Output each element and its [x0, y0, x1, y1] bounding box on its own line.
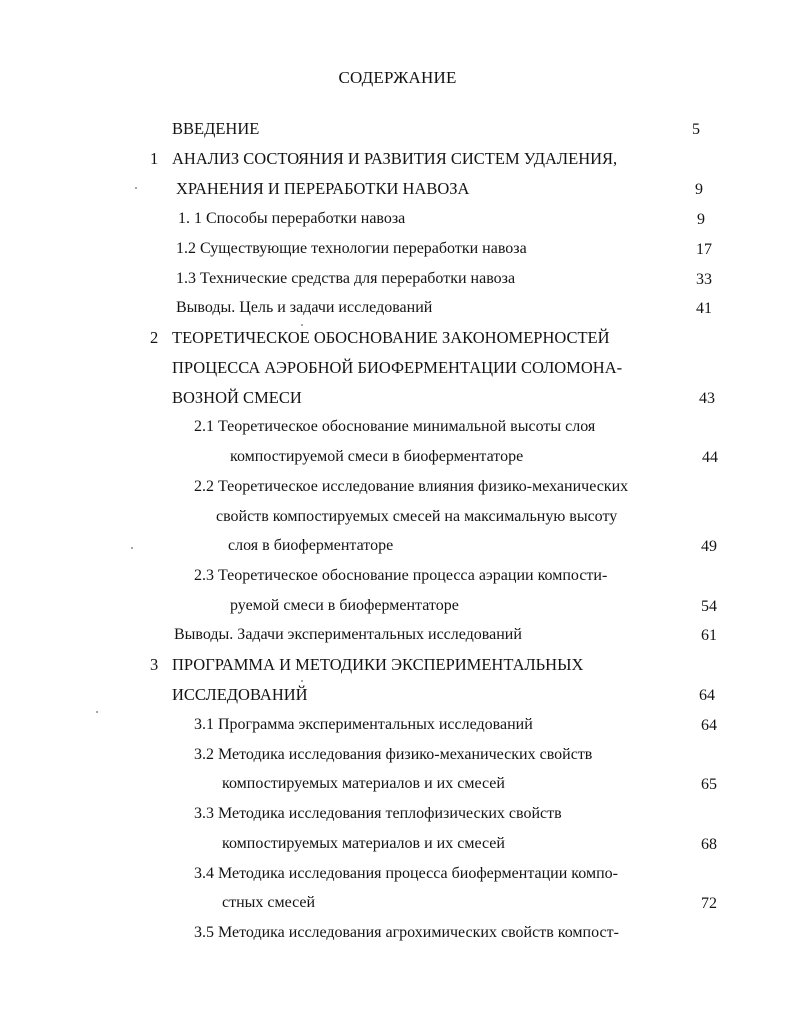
toc-ch2-s2-title-line1: 2.2 Теоретическое исследование влияния физико-механических: [194, 478, 629, 495]
toc-ch1-conclusions-title: Выводы. Цель и задачи исследований: [176, 299, 433, 316]
toc-ch3-s2-title-line2: компостируемых материалов и их смесей: [222, 775, 505, 792]
scan-speck: [301, 680, 303, 682]
toc-ch2-page: 43: [699, 390, 715, 407]
toc-ch3-s5-title-line1: 3.5 Методика исследования агрохимических свойств компост-: [194, 924, 619, 941]
toc-ch2-s2-title-line2: свойств компостируемых смесей на максимальную высоту: [216, 508, 618, 525]
toc-ch1-s1-title: 1. 1 Способы переработки навоза: [178, 210, 406, 227]
toc-intro-page: 5: [692, 121, 700, 138]
toc-ch2-s1-title-line1: 2.1 Теоретическое обоснование минимальной высоты слоя: [194, 418, 596, 435]
toc-ch3-number: 3: [150, 655, 159, 674]
toc-ch3-s3-title-line2: компостируемых материалов и их смесей: [222, 835, 505, 852]
toc-ch3-s4-title-line2: стных смесей: [222, 894, 316, 911]
toc-ch2-conclusions-title: Выводы. Задачи экспериментальных исследований: [174, 626, 522, 643]
toc-ch1-s3-title: 1.3 Технические средства для переработки навоза: [176, 270, 516, 287]
toc-ch1-s3-page: 33: [696, 271, 712, 288]
toc-ch3-s4-title-line1: 3.4 Методика исследования процесса биоферментации компо-: [194, 865, 618, 882]
toc-ch2-number: 2: [150, 328, 159, 347]
toc-ch2-s1-title-line2: компостируемой смеси в биоферментаторе: [230, 448, 524, 465]
page-title: СОДЕРЖАНИЕ: [338, 68, 457, 87]
toc-ch1-page: 9: [695, 181, 703, 198]
toc-ch1-s2-title: 1.2 Существующие технологии переработки навоза: [176, 240, 527, 257]
toc-ch3-s2-page: 65: [701, 776, 717, 793]
toc-ch2-s3-title-line2: руемой смеси в биоферментаторе: [230, 597, 459, 614]
toc-ch1-title-line2: ХРАНЕНИЯ И ПЕРЕРАБОТКИ НАВОЗА: [176, 179, 470, 198]
toc-ch1-number: 1: [150, 149, 159, 168]
toc-ch1-s1-page: 9: [697, 211, 705, 228]
toc-ch3-s2-title-line1: 3.2 Методика исследования физико-механических свойств: [194, 746, 593, 763]
toc-ch2-s2-page: 49: [701, 538, 717, 555]
scan-speck: [135, 187, 137, 189]
toc-ch1-s2-page: 17: [696, 241, 712, 258]
toc-ch1-conclusions-page: 41: [696, 300, 712, 317]
toc-ch2-title-line2: ПРОЦЕССА АЭРОБНОЙ БИОФЕРМЕНТАЦИИ СОЛОМОНА-: [172, 358, 623, 377]
toc-ch3-s4-page: 72: [701, 895, 717, 912]
toc-ch3-s1-page: 64: [701, 717, 717, 734]
toc-intro-title: ВВЕДЕНИЕ: [172, 119, 260, 138]
toc-ch2-title-line3: ВОЗНОЙ СМЕСИ: [172, 388, 302, 407]
scan-speck: [131, 547, 133, 549]
toc-ch3-s3-page: 68: [701, 836, 717, 853]
toc-ch2-s2-title-line3: слоя в биоферментаторе: [228, 537, 394, 554]
toc-ch3-page: 64: [699, 687, 715, 704]
toc-ch3-s3-title-line1: 3.3 Методика исследования теплофизических свойств: [194, 805, 562, 822]
toc-ch3-title-line1: ПРОГРАММА И МЕТОДИКИ ЭКСПЕРИМЕНТАЛЬНЫХ: [172, 655, 584, 674]
toc-ch2-s3-page: 54: [701, 598, 717, 615]
scan-speck: [301, 324, 303, 326]
toc-ch3-s1-title: 3.1 Программа экспериментальных исследований: [194, 716, 533, 733]
toc-ch2-s1-page: 44: [702, 449, 718, 466]
toc-ch2-title-line1: ТЕОРЕТИЧЕСКОЕ ОБОСНОВАНИЕ ЗАКОНОМЕРНОСТЕЙ: [172, 328, 610, 347]
toc-ch2-conclusions-page: 61: [701, 627, 717, 644]
toc-ch2-s3-title-line1: 2.3 Теоретическое обоснование процесса аэрации компости-: [194, 567, 608, 584]
scan-speck: [96, 711, 98, 713]
toc-ch1-title-line1: АНАЛИЗ СОСТОЯНИЯ И РАЗВИТИЯ СИСТЕМ УДАЛЕНИЯ,: [172, 149, 618, 168]
toc-ch3-title-line2: ИССЛЕДОВАНИЙ: [172, 685, 308, 704]
